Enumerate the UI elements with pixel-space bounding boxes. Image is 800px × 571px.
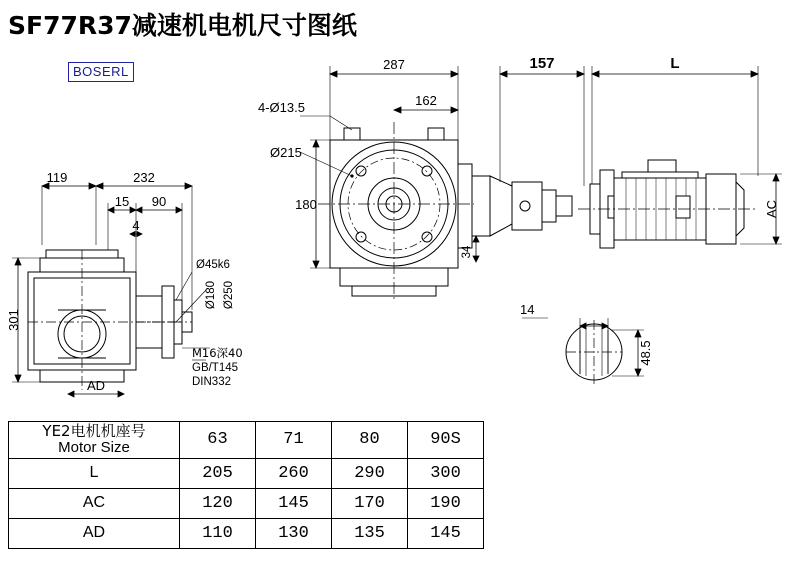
dim-90: 90 xyxy=(151,194,167,209)
table-row xyxy=(9,458,484,488)
row-header-AC: AC xyxy=(9,488,180,518)
note-m16: M16深40 xyxy=(192,346,243,360)
dim-15: 15 xyxy=(114,194,130,209)
cell-L-90s: 300 xyxy=(408,458,484,488)
row-header-AD: AD xyxy=(9,518,180,548)
page-title: SF77R37减速机电机尺寸图纸 xyxy=(8,11,357,40)
dim-119: 119 xyxy=(46,170,68,185)
row-header-motor-size xyxy=(9,422,180,459)
dim-162: 162 xyxy=(415,93,437,108)
dim-4xd135: 4-Ø13.5 xyxy=(258,100,305,115)
table-row xyxy=(9,422,484,459)
dim-34: 34 xyxy=(461,245,473,259)
front-view-dimensions xyxy=(300,66,479,268)
cell-size-63: 63 xyxy=(180,422,256,459)
left-view-geometry xyxy=(28,250,192,390)
dim-157: 157 xyxy=(529,55,555,72)
cell-size-90s: 90S xyxy=(408,422,484,459)
cell-AD-90s: 145 xyxy=(408,518,484,548)
note-shaft-dia: Ø45k6 xyxy=(196,259,230,271)
table-row xyxy=(9,518,484,548)
row-header-L: L xyxy=(9,458,180,488)
dim-232: 232 xyxy=(133,170,155,185)
cell-size-71: 71 xyxy=(256,422,332,459)
left-view-dimensions xyxy=(12,183,210,397)
dim-AC: AC xyxy=(764,199,779,219)
dim-180: 180 xyxy=(295,197,317,212)
cell-L-80: 290 xyxy=(332,458,408,488)
cell-AD-71: 130 xyxy=(256,518,332,548)
note-gbt145: GB/T145 xyxy=(192,362,239,374)
brand-logo: BOSERL xyxy=(68,62,134,82)
row-header-motor-size-cn: YE2电机机座号 xyxy=(42,422,146,440)
dim-48-5: 48.5 xyxy=(638,340,653,366)
shaft-section-dimensions xyxy=(522,318,644,376)
cell-AC-90s: 190 xyxy=(408,488,484,518)
dim-301: 301 xyxy=(6,309,21,331)
cell-L-63: 205 xyxy=(180,458,256,488)
cell-AD-63: 110 xyxy=(180,518,256,548)
front-view-geometry xyxy=(318,122,572,300)
cell-AC-63: 120 xyxy=(180,488,256,518)
table-row xyxy=(9,488,484,518)
dim-d215: Ø215 xyxy=(270,145,302,160)
dim-4: 4 xyxy=(132,218,140,233)
cell-AC-71: 145 xyxy=(256,488,332,518)
row-header-motor-size-en: Motor Size xyxy=(58,438,130,456)
dim-287: 287 xyxy=(383,57,405,72)
cell-L-71: 260 xyxy=(256,458,332,488)
motor-view-geometry xyxy=(578,160,756,248)
dim-L: L xyxy=(670,55,680,72)
dimension-labels xyxy=(6,55,779,393)
cell-AC-80: 170 xyxy=(332,488,408,518)
motor-size-table xyxy=(8,421,484,549)
dim-14: 14 xyxy=(520,302,535,317)
note-d180: Ø180 xyxy=(205,280,217,310)
dim-AD-left: AD xyxy=(86,378,106,393)
cell-AD-80: 135 xyxy=(332,518,408,548)
note-d250: Ø250 xyxy=(223,280,235,310)
note-din332: DIN332 xyxy=(192,376,231,388)
cell-size-80: 80 xyxy=(332,422,408,459)
